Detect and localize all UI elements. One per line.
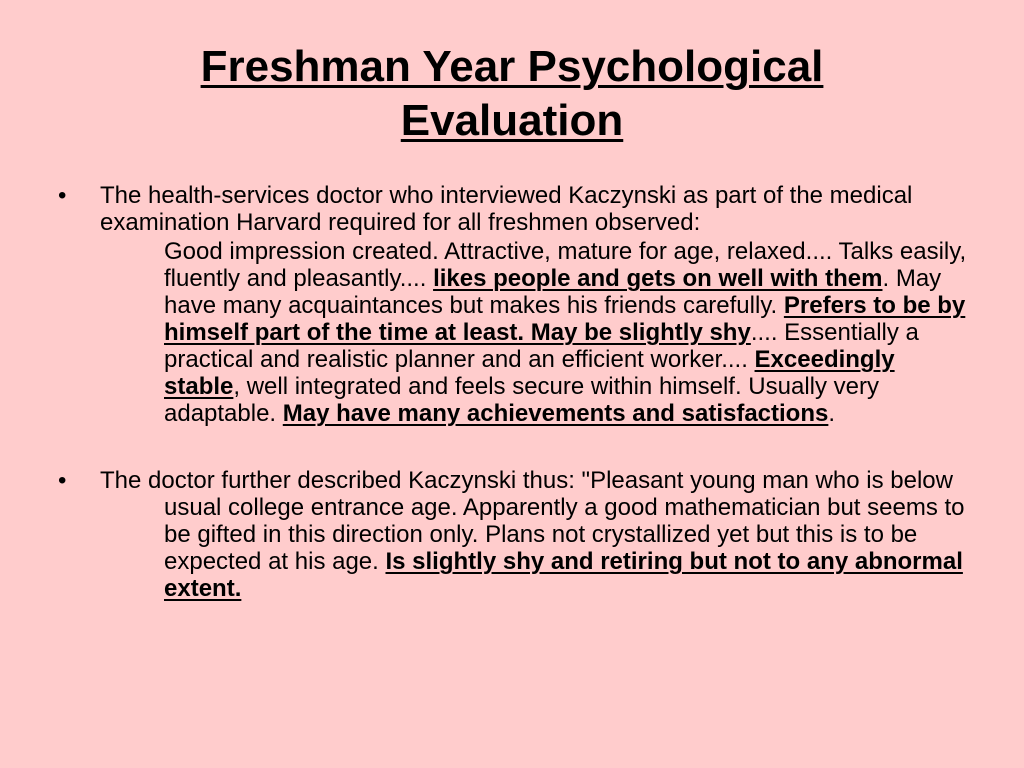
bullet-item-2 — [58, 467, 968, 602]
bullet-2-emphasis: Is slightly shy and retiring but not to any abnormal extent. — [164, 548, 963, 602]
bullet-2-text: The doctor further described Kaczynski thus: "Pleasant young man who is below usual college entrance age. Apparently a good mathematician but seems to be gifted in this direction only. Plans not crystallized yet but this is to be expected at his age. — [100, 467, 965, 575]
bullet-dot-icon: • — [58, 182, 67, 209]
quote-emphasis-4: May have many achievements and satisfactions — [282, 400, 829, 427]
quote-emphasis-3: Exceedingly stable — [164, 346, 895, 400]
quote-text-3: .... Essentially a practical and realistic planner and an efficient worker.... — [164, 319, 919, 373]
quote-text-2: . May have many acquaintances but makes his friends carefully. — [164, 265, 942, 319]
doctor-quote — [164, 236, 968, 427]
quote-paragraph — [164, 238, 968, 427]
quote-emphasis-1: likes people and gets on well with them — [433, 265, 883, 292]
quote-text-4: , well integrated and feels secure within himself. Usually very adaptable. — [164, 373, 879, 427]
quote-text-1: Good impression created. Attractive, mature for age, relaxed.... Talks easily, fluently and pleasantly.... — [164, 238, 967, 292]
quote-emphasis-2: Prefers to be by himself part of the time at least. May be slightly shy — [164, 292, 966, 346]
title-line-1: Freshman Year Psychological — [200, 42, 824, 91]
slide-title — [60, 40, 964, 148]
bullet-1-intro: The health-services doctor who interviewed Kaczynski as part of the medical examination Harvard required for all freshmen observed: — [100, 182, 913, 236]
slide-body — [58, 182, 968, 602]
bullet-dot-icon: • — [58, 467, 67, 494]
quote-text-5: . — [828, 400, 836, 427]
title-line-2: Evaluation — [400, 96, 624, 145]
bullet-item-1 — [58, 182, 968, 236]
